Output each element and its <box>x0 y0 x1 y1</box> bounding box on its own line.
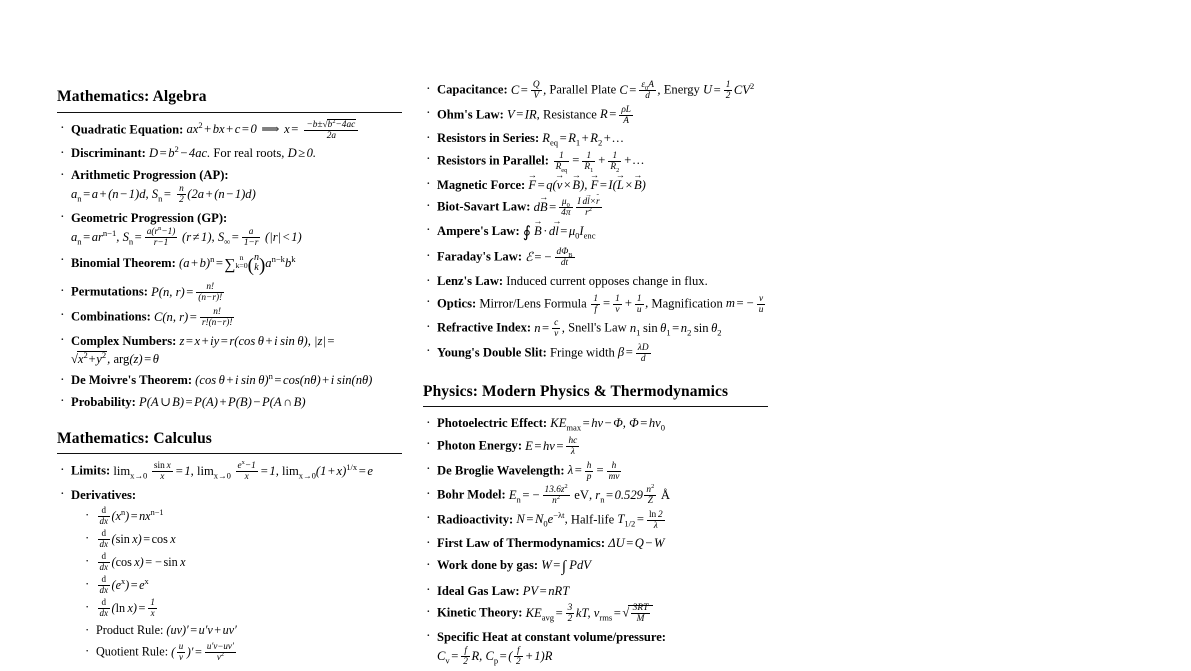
formula-label: Kinetic Theory: <box>437 605 523 620</box>
formula-label: Discriminant: <box>71 146 146 161</box>
left-column <box>57 0 402 666</box>
formula-math: $KE_{max} = h\nu - \Phi$, $\Phi = h\nu_0$ <box>550 416 665 433</box>
formula-text: Parallel Plate <box>549 82 617 97</box>
section-divider <box>57 112 402 113</box>
formula-math: C(n, r) = $\frac{n!}{r!(n-r)!}$ <box>153 306 233 328</box>
formula-item-arithmetic-progression: · Arithmetic Progression (AP): $a_n = a + (n - 1)d$, $S_n$ = $\frac{n}{2}$ (2a + (n − 1)d) <box>57 166 402 205</box>
formula-math: C = $\frac{Q}{V}$ , <box>510 80 547 102</box>
formula-item-biot-savart-law <box>423 197 768 218</box>
formula-label: Capacitance: <box>437 82 508 97</box>
formula-item-specific-heat: · Specific Heat at constant volume/pressure: $C_v$ = $\frac{f}{2}$ R, $C_p$ = ( $\frac{f}{2}$ + 1)R <box>423 628 768 667</box>
formula-math: C = $\frac{\varepsilon_0A}{d}$ , <box>619 80 661 102</box>
formula-label: Combinations: <box>71 309 151 324</box>
formula-math: z = x + iy = r(cos θ + i sin θ), |z| = <box>179 333 335 348</box>
formula-label: Faraday's Law: <box>437 249 523 264</box>
formula-item-ideal-gas-law <box>423 582 768 600</box>
formula-item-kinetic-theory <box>423 603 768 624</box>
formula-math: $N = N_0e^{-\lambda t}$, <box>516 510 568 529</box>
formula-text: For real roots, <box>213 146 285 161</box>
formula-label: Radioactivity: <box>437 512 514 527</box>
formula-math: β = $\frac{\lambda D}{d}$ <box>617 342 649 364</box>
formula-text: Magnification <box>651 296 723 311</box>
derivatives-sublist <box>71 506 402 663</box>
formula-math: $D = b^2 - 4ac$. <box>149 144 211 161</box>
formula-item-ohms-law <box>423 105 768 126</box>
formula-text: Quotient Rule: <box>96 644 169 659</box>
formula-label: Bohr Model: <box>437 487 506 502</box>
formula-item-complex-numbers: · Complex Numbers: z = x + iy = r(cos θ + i sin θ), $|z| =√x^2+y^2$, arg(z) = θ <box>57 332 402 368</box>
formula-subitem-derivative-exp: · $\frac{d}{dx}$ $(e^x) = e^x$ <box>83 575 402 596</box>
formula-math: $T_{1/2}$ = $\frac{\ln 2}{\lambda}$ <box>617 509 663 531</box>
formula-label: Lenz's Law: <box>437 274 504 288</box>
formula-math: W =∫ PdV <box>541 558 591 576</box>
formula-subitem-derivative-ln: · $\frac{d}{dx}$ (ln x) = $\frac{1}{x}$ <box>83 598 402 619</box>
formula-label: Quadratic Equation: <box>71 122 184 137</box>
formula-math: F → = q(v → × B →), F → = I(L → × B →) <box>528 178 645 192</box>
formula-math: m = − $\frac{v}{u}$ <box>725 293 764 315</box>
formula-text: Half-life <box>570 512 615 527</box>
formula-math: V = IR, <box>506 107 540 122</box>
formula-math: P(n, r) = $\frac{n!}{(n-r)!}$ <box>151 282 223 304</box>
formula-label: Resistors in Series: <box>437 131 540 146</box>
formula-label: Photon Energy: <box>437 438 523 453</box>
formula-subitem-power-rule: · $\frac{d}{dx}$ $(x^n) = nx^{n-1}$ <box>83 506 402 527</box>
formula-label: Binomial Theorem: <box>71 255 176 270</box>
section-divider <box>423 406 768 407</box>
formula-math: $n_1$ $\sin \theta_1 = n_2$ $\sin \theta_2$ <box>629 320 722 338</box>
formula-item-youngs-double-slit <box>423 343 768 364</box>
formula-math: ΔU = Q − W <box>608 536 665 551</box>
formula-label: Young's Double Slit: <box>437 345 547 360</box>
formula-label: Arithmetic Progression (AP): <box>71 168 229 183</box>
formula-item-refractive-index <box>423 318 768 339</box>
formula-math: λ = $\frac{h}{p}$ = $\frac{h}{mv}$ <box>567 460 620 482</box>
formula-label: Derivatives: <box>71 487 137 502</box>
formula-item-magnetic-force <box>423 176 768 194</box>
section-heading-modern-physics-thermodynamics: Physics: Modern Physics & Thermodynamics <box>423 382 729 400</box>
formula-label: Specific Heat at constant volume/pressure: <box>437 629 666 644</box>
formula-item-de-moivres-theorem: · De Moivre's Theorem: (cos θ + i sin θ)$^n$ = cos(nθ) + i sin(nθ) <box>57 371 402 389</box>
formula-item-de-broglie-wavelength <box>423 461 768 482</box>
formula-label: Ampere's Law: <box>437 223 520 238</box>
formula-label: Magnetic Force: <box>437 177 526 192</box>
formula-subitem-quotient-rule: · Quotient Rule: ( $\frac{u}{v}$ )′ = $\frac{u'v-uv'}{v^2}$ <box>83 642 402 663</box>
formula-item-bohr-model <box>423 485 768 506</box>
formula-item-discriminant <box>57 144 402 162</box>
formula-item-photoelectric-effect <box>423 414 768 432</box>
formula-item-optics <box>423 294 768 315</box>
formula-subitem-derivative-sin: · $\frac{d}{dx}$ (sin x) = cos x <box>83 529 402 550</box>
formula-math: $C_v$ = $\frac{f}{2}$ R, <box>437 646 483 668</box>
formula-label: Optics: <box>437 296 477 311</box>
formula-math: (cos θ + i sin θ)$^n$ = cos(nθ) + <box>195 371 330 388</box>
formula-item-photon-energy <box>423 436 768 457</box>
formula-item-limits: · Limits: $\lim_{x\to 0}$ $\frac{\text{sin x}}{x}$ = 1, $\lim_{x\to 0}$ $\frac{e^x-1}{x}$ = 1, $\lim_{x\to 0}(1 + x)^{1/x} = e$ <box>57 461 402 482</box>
formula-text: Fringe width <box>550 345 615 360</box>
formula-list-algebra <box>57 117 402 411</box>
section-divider <box>57 453 402 454</box>
formula-subitem-derivative-cos: · $\frac{d}{dx}$ (cos x) = − sin x <box>83 552 402 573</box>
formula-math: $a_n = ar^{n-1}$, $S_n$ = $\frac{a(r^n-1)}{r-1}$ ( <box>71 224 187 248</box>
formula-math: R = $\frac{\rho L}{A}$ <box>600 104 631 126</box>
formula-math: $\frac{1}{R_{eq}}$ = $\frac{1}{R_1}$ + $\frac{1}{R_2}$ + … <box>555 150 645 174</box>
formula-math: $\frac{1}{f}$ = $\frac{1}{v}$ + $\frac{1}{u}$ , <box>593 293 649 315</box>
formula-item-probability <box>57 393 402 411</box>
formula-item-radioactivity <box>423 510 768 531</box>
formula-list-modern-physics <box>423 414 768 667</box>
formula-item-geometric-progression: · Geometric Progression (GP): $a_n = ar^{n-1}$, $S_n$ = $\frac{a(r^n-1)}{r-1}$ (r ≠ 1), $S_\infty$ = $\frac{a}{1-r}$ (|r| < 1) <box>57 209 402 248</box>
formula-math: $ax^2$ + bx + c = 0 ⟹ x = <box>186 120 299 137</box>
formula-label: De Moivre's Theorem: <box>71 373 193 388</box>
formula-math: D ≥ 0. <box>287 146 317 161</box>
formula-item-amperes-law <box>423 222 768 244</box>
formula-item-quadratic-equation: · Quadratic Equation: $ax^2$ + bx + c = 0 ⟹ x = $\frac{-b\pm√b^2-4ac}{2a}$ <box>57 120 402 141</box>
formula-math: ∮ B → · dl → = $\mu_0I_{enc}$ <box>523 224 596 238</box>
formula-label: First Law of Thermodynamics: <box>437 536 606 551</box>
formula-text: Mirror/Lens Formula <box>479 296 587 311</box>
formula-label: Complex Numbers: <box>71 333 177 348</box>
right-column <box>423 0 768 671</box>
formula-math: $R_{eq} = R_1 + R_2$ + … <box>542 131 624 148</box>
formula-list-calculus <box>57 461 402 662</box>
formula-subitem-product-rule: · Product Rule: (uv)′ = u′v + uv′ <box>83 621 402 640</box>
formula-item-capacitance: · Capacitance: C = $\frac{Q}{V}$ , Parallel Plate C = $\frac{\varepsilon_0A}{d}$ , Energy U = $\frac{1}{2}$ $CV^2$ <box>423 80 768 101</box>
formula-label: Geometric Progression (GP): <box>71 210 228 225</box>
formula-label: De Broglie Wavelength: <box>437 463 565 478</box>
formula-text: Resistance <box>543 107 597 122</box>
formula-math: E = hν = $\frac{hc}{\lambda}$ <box>525 435 578 457</box>
formula-math: $(a + b)^n$ =∑ n k=0( n k )$a^{n-k}b^k$ <box>179 251 296 276</box>
formula-math: ℰ = − $\frac{d\Phi_B}{dt}$ <box>525 247 573 269</box>
formula-item-combinations <box>57 307 402 328</box>
formula-math: PV = nRT <box>522 583 570 598</box>
formula-label: Ohm's Law: <box>437 107 504 122</box>
formula-text: Snell's Law <box>568 320 627 335</box>
formula-item-work-done-by-gas <box>423 556 768 578</box>
formula-text: Induced current opposes change in flux. <box>506 274 708 288</box>
formula-text: Energy <box>663 82 700 97</box>
formula-item-derivatives <box>57 486 402 663</box>
formula-math: $a_n = a + (n - 1)d$, $S_n$ = <box>71 186 171 204</box>
formula-label: Refractive Index: <box>437 320 532 335</box>
formula-item-first-law-thermodynamics <box>423 534 768 552</box>
formula-item-lenzs-law <box>423 272 768 290</box>
formula-item-permutations <box>57 282 402 303</box>
formula-label: Resistors in Parallel: <box>437 153 549 168</box>
formula-label: Photoelectric Effect: <box>437 416 548 431</box>
formula-math: n = $\frac{c}{v}$ , <box>534 318 565 340</box>
formula-label: Biot-Savart Law: <box>437 199 531 214</box>
formula-label: Probability: <box>71 394 136 409</box>
formula-math: U = <box>703 82 721 97</box>
formula-list-electromagnetism-optics <box>423 80 768 364</box>
formula-label: Permutations: <box>71 284 148 299</box>
formula-item-binomial-theorem <box>57 252 402 279</box>
formula-math: $KE_{avg}$ = $\frac{3}{2}$ kT, $v_{rms}$ = √ $\frac{3RT}{M}$ <box>526 606 653 620</box>
section-heading-calculus: Mathematics: Calculus <box>57 429 212 447</box>
formula-math: $\lim_{x\to 0}$ $\frac{\text{sin x}}{x}$ = 1, $\lim_{x\to 0}$ $\frac{e^x-1}{x}$ = 1, $\lim_{x\to 0}(1$ + <box>113 459 335 483</box>
formula-text: Product Rule: <box>96 623 164 638</box>
formula-label: Work done by gas: <box>437 558 539 573</box>
formula-item-resistors-series <box>423 129 768 147</box>
formula-math: $E_n$ = − $\frac{13.6z^2}{n^2}$ eV, $r_n = 0.529$ $\frac{n^2}{Z}$ Å <box>508 483 671 507</box>
formula-item-faradays-law <box>423 247 768 268</box>
formula-math: P(A ∪ B) = P(A) + P(B) − P(A ∩ B) <box>139 394 306 409</box>
formula-math: dB → = $\frac{\mu_0}{4\pi}$ $\frac{\text{I dl →×r ˆ}}{r^2}$ <box>534 200 604 214</box>
formula-label: Ideal Gas Law: <box>437 583 520 598</box>
section-heading-algebra: Mathematics: Algebra <box>57 88 207 105</box>
formula-label: Limits: <box>71 463 111 478</box>
